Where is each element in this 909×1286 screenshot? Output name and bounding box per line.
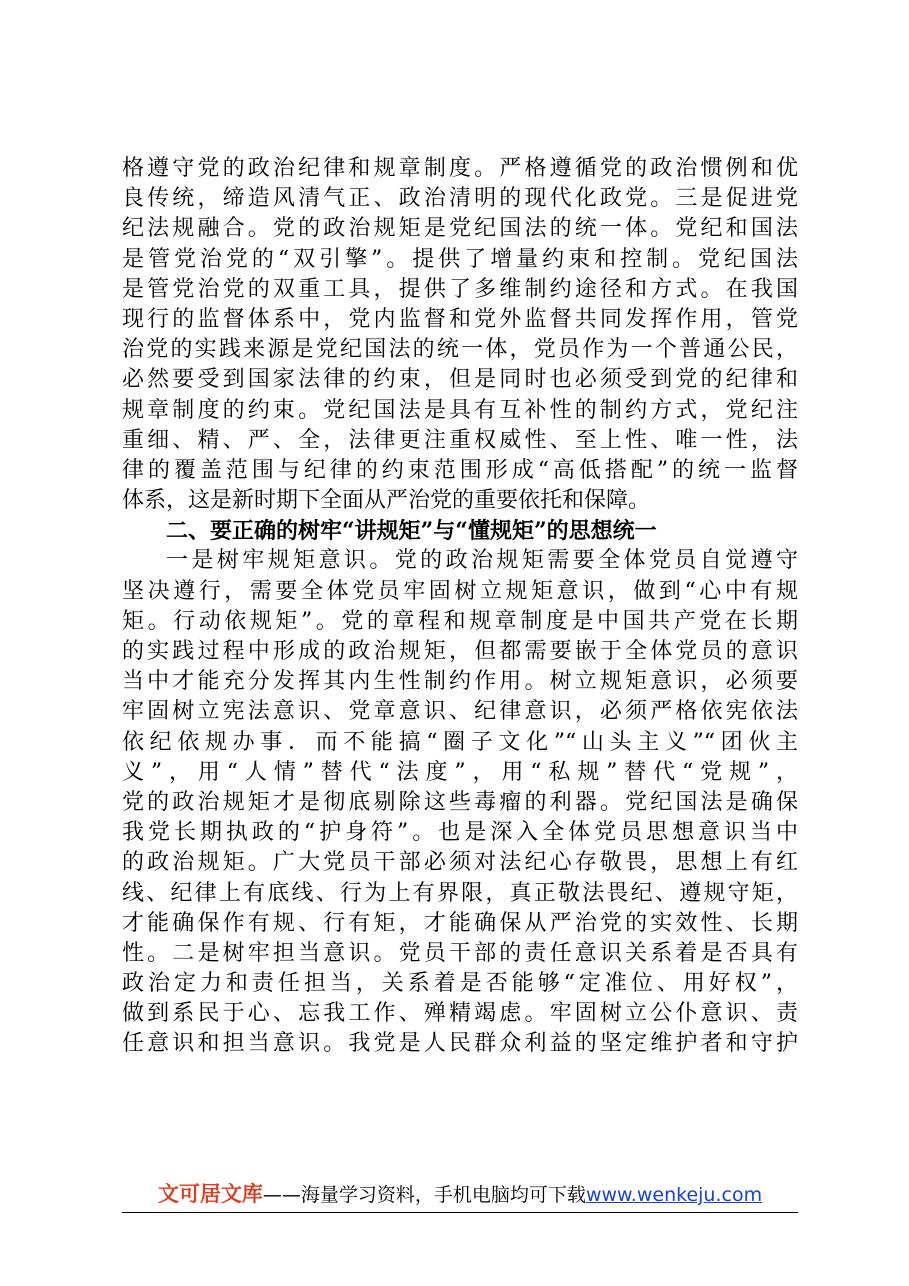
body-line: 一是树牢规矩意识。党的政治规矩需要全体党员自觉遵守	[166, 548, 798, 574]
body-line: 良传统，缔造风清气正、政治清明的现代化政党。三是促进党	[122, 186, 798, 212]
document-body	[122, 154, 798, 1060]
body-line: 党的政治规矩才是彻底剔除这些毒瘤的利器。党纪国法是确保	[122, 789, 798, 815]
body-line: 格遵守党的政治纪律和规章制度。严格遵循党的政治惯例和优	[122, 156, 798, 181]
section-heading: 二、要正确的树牢“讲规矩”与“懂规矩”的思想统一	[166, 518, 657, 545]
body-line: 依纪依规办事．而不能搞“圈子文化”“山头主义”“团伙主	[122, 729, 798, 755]
body-line: 矩。行动依规矩”。党的章程和规章制度是中国共产党在长期	[122, 608, 798, 634]
body-line: 牢固树立宪法意识、党章意识、纪律意识，必须严格依宪依法	[122, 699, 798, 725]
body-line: 体系，这是新时期下全面从严治党的重要依托和保障。	[122, 488, 651, 514]
body-line: 才能确保作有规、行有矩，才能确保从严治党的实效性、长期	[122, 910, 798, 936]
body-line: 是管党治党的“双引擎”。提供了增量约束和控制。党纪国法	[122, 246, 798, 272]
body-line: 规章制度的约束。党纪国法是具有互补性的制约方式，党纪注	[122, 397, 798, 423]
body-line: 必然要受到国家法律的约束，但是同时也必须受到党的纪律和	[122, 367, 798, 393]
body-line: 当中才能充分发挥其内生性制约作用。树立规矩意识，必须要	[122, 669, 798, 695]
body-line: 做到系民于心、忘我工作、殚精竭虑。牢固树立公仆意识、责	[122, 1001, 798, 1027]
body-line: 义”，用“人情”替代“法度”，用“私规”替代“党规”，	[122, 759, 798, 785]
body-line: 重细、精、严、全，法律更注重权威性、至上性、唯一性，法	[122, 427, 798, 453]
page-footer	[122, 1176, 798, 1212]
body-line: 治党的实践来源是党纪国法的统一体，党员作为一个普通公民，	[122, 337, 798, 363]
footer-url-link[interactable]: www.wenkeju.com	[585, 1184, 763, 1206]
body-line: 我党长期执政的“护身符”。也是深入全体党员思想意识当中	[122, 820, 798, 846]
footer-tagline: ——海量学习资料，手机电脑均可下载	[262, 1184, 586, 1206]
body-line: 线、纪律上有底线、行为上有界限，真正敬法畏纪、遵规守矩，	[122, 880, 798, 906]
body-line: 任意识和担当意识。我党是人民群众利益的坚定维护者和守护	[122, 1031, 798, 1057]
body-line: 现行的监督体系中，党内监督和党外监督共同发挥作用，管党	[122, 306, 798, 332]
body-line: 性。二是树牢担当意识。党员干部的责任意识关系着是否具有	[122, 940, 798, 966]
footer-divider	[122, 1212, 798, 1213]
body-line: 的实践过程中形成的政治规矩，但都需要嵌于全体党员的意识	[122, 639, 798, 664]
body-line: 纪法规融合。党的政治规矩是党纪国法的统一体。党纪和国法	[122, 216, 798, 242]
body-line: 的政治规矩。广大党员干部必须对法纪心存敬畏，思想上有红	[122, 850, 798, 876]
body-line: 政治定力和责任担当，关系着是否能够“定准位、用好权”，	[122, 971, 798, 997]
body-line: 是管党治党的双重工具，提供了多维制约途径和方式。在我国	[122, 276, 798, 302]
footer-brand: 文可居文库	[157, 1182, 263, 1206]
body-line: 坚决遵行，需要全体党员牢固树立规矩意识，做到“心中有规	[122, 578, 798, 604]
body-line: 律的覆盖范围与纪律的约束范围形成“高低搭配”的统一监督	[122, 457, 798, 483]
